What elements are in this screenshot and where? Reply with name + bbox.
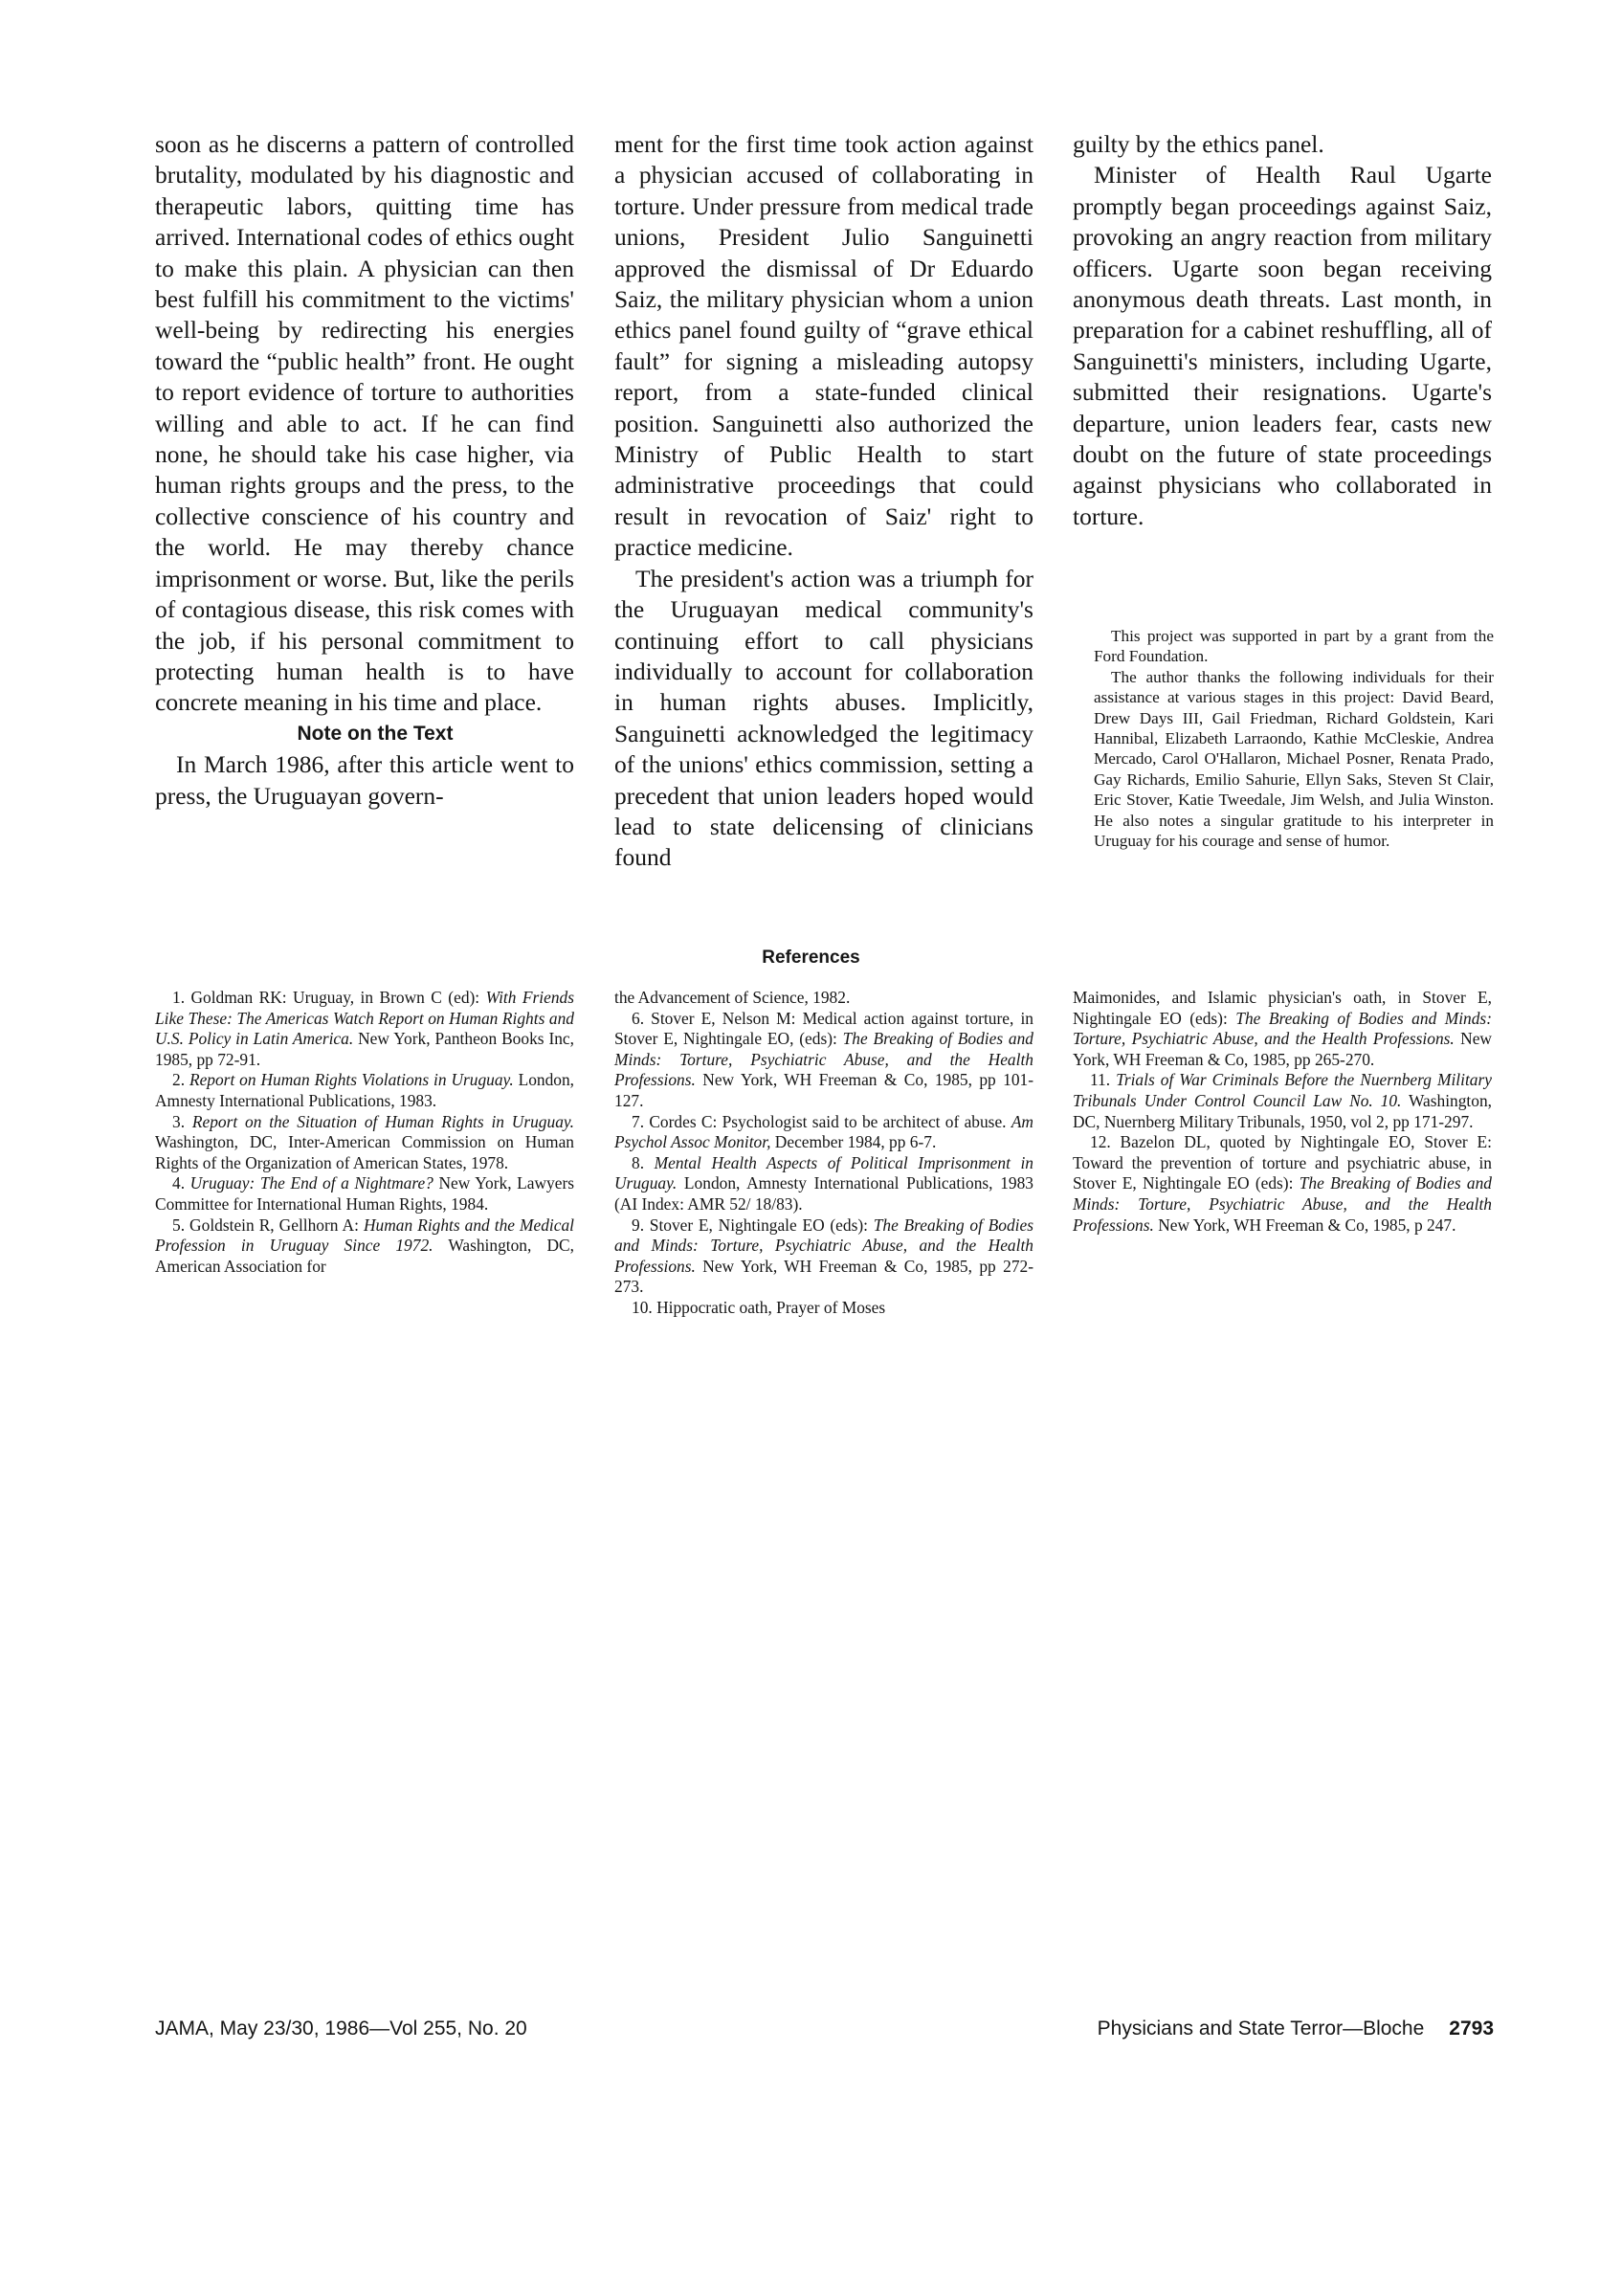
body-paragraph: In March 1986, after this article went to press, the Uruguayan govern-	[155, 750, 574, 810]
reference-item: 8. Mental Health Aspects of Political Imprisonment in Uruguay. London, Amnesty International Publications, 1983 (AI Index: AMR 52/ 18/83).	[614, 1152, 1034, 1214]
references-column-3	[1073, 988, 1492, 1236]
body-paragraph: ment for the first time took action against a physician accused of collaborating in torture. Under pressure from medical trade unions, President Julio Sanguinetti approved the dismissal of Dr Eduardo Saiz, the military physician whom a union ethics panel found guilty of “grave ethical fault” for signing a misleading autopsy report, from a state-funded clinical position. Sanguinetti also authorized the Ministry of Public Health to start administrative proceedings that could result in revocation of Saiz' right to practice medicine.	[614, 130, 1033, 562]
reference-item: 12. Bazelon DL, quoted by Nightingale EO, Stover E: Toward the prevention of torture and psychiatric abuse, in Stover E, Nightingale EO (eds): The Breaking of Bodies and Minds: Torture, Psychiatric Abuse, and the Health Professions. New York, WH Freeman & Co, 1985, p 247.	[1073, 1132, 1492, 1235]
body-column-2	[614, 129, 1033, 874]
references-heading: References	[762, 947, 860, 968]
reference-item-continued: Maimonides, and Islamic physician's oath, in Stover E, Nightingale EO (eds): The Breaking of Bodies and Minds: Torture, Psychiatric Abuse, and the Health Professions. New York, WH Freeman & Co, 1985, pp 265-270.	[1073, 988, 1492, 1069]
reference-item: 1. Goldman RK: Uruguay, in Brown C (ed): With Friends Like These: The Americas Watch Report on Human Rights and U.S. Policy in Latin America. New York, Pantheon Books Inc, 1985, pp 72-91.	[155, 988, 574, 1069]
acknowledgment-paragraph: This project was supported in part by a grant from the Ford Foundation.	[1094, 627, 1494, 666]
body-paragraph: The president's action was a triumph for the Uruguayan medical community's continuing effort to call physicians individually to account for collaboration in human rights abuses. Implicitly, Sanguinetti acknowledged the legitimacy of the unions' ethics commission, setting a precedent that union leaders hoped would lead to state delicensing of clinicians found	[614, 564, 1033, 872]
references-column-2	[614, 988, 1033, 1319]
reference-item: 10. Hippocratic oath, Prayer of Moses	[632, 1297, 886, 1317]
page-number: 2793	[1449, 2017, 1494, 2040]
reference-item: 5. Goldstein R, Gellhorn A: Human Rights and the Medical Profession in Uruguay Since 1972. Washington, DC, American Association for	[155, 1215, 574, 1276]
reference-item: 11. Trials of War Criminals Before the Nuernberg Military Tribunals Under Control Council Law No. 10. Washington, DC, Nuernberg Military Tribunals, 1950, vol 2, pp 171-297.	[1073, 1070, 1493, 1131]
acknowledgment-paragraph: The author thanks the following individuals for their assistance at various stages in this project: David Beard, Drew Days III, Gail Friedman, Richard Goldstein, Kari Hannibal, Elizabeth Larraondo, Kathie McCleskie, Andrea Mercado, Carol O'Hallaron, Michael Posner, Renata Prado, Gay Richards, Emilio Sahurie, Ellyn Saks, Steven St Clair, Eric Stover, Katie Tweedale, Jim Welsh, and Julia Winston. He also notes a singular gratitude to his interpreter in Uruguay for his courage and sense of humor.	[1094, 667, 1494, 851]
reference-item: 4. Uruguay: The End of a Nightmare? New York, Lawyers Committee for International Human Rights, 1984.	[155, 1173, 575, 1214]
reference-item: 6. Stover E, Nelson M: Medical action against torture, in Stover E, Nightingale EO, (eds): The Breaking of Bodies and Minds: Torture, Psychiatric Abuse, and the Health Professions. New York, WH Freeman & Co, 1985, pp 101-127.	[614, 1008, 1033, 1110]
reference-item: 7. Cordes C: Psychologist said to be architect of abuse. Am Psychol Assoc Monitor, December 1984, pp 6-7.	[614, 1111, 1033, 1152]
reference-item: 2. Report on Human Rights Violations in Uruguay. London, Amnesty International Publications, 1983.	[155, 1070, 575, 1110]
acknowledgments	[1094, 626, 1494, 851]
journal-citation: JAMA, May 23/30, 1986—Vol 255, No. 20	[155, 2017, 527, 2040]
body-paragraph: Minister of Health Raul Ugarte promptly began proceedings against Saiz, provoking an angry reaction from military officers. Ugarte soon began receiving anonymous death threats. Last month, in preparation for a cabinet reshuffling, all of Sanguinetti's ministers, including Ugarte, submitted their resignations. Ugarte's departure, union leaders fear, casts new doubt on the future of state proceedings against physicians who collaborated in torture.	[1073, 161, 1492, 530]
body-paragraph: soon as he discerns a pattern of controlled brutality, modulated by his diagnostic and therapeutic labors, quitting time has arrived. International codes of ethics ought to make this plain. A physician can then best fulfill his commitment to the victims' well-being by redirecting his energies toward the “public health” front. He ought to report evidence of torture to authorities willing and able to act. If he can find none, he should take his case higher, via human rights groups and the press, to the collective conscience of his country and the world. He may thereby chance imprisonment or worse. But, like the perils of contagious disease, this risk comes with the job, if his personal commitment to protecting human health is to have concrete meaning in his time and place.	[155, 130, 574, 717]
reference-item: 9. Stover E, Nightingale EO (eds): The Breaking of Bodies and Minds: Torture, Psychiatric Abuse, and the Health Professions. New York, WH Freeman & Co, 1985, pp 272-273.	[614, 1215, 1033, 1297]
body-paragraph: guilty by the ethics panel.	[1073, 130, 1324, 158]
references-column-1	[155, 988, 574, 1277]
running-footer	[1098, 2017, 1494, 2040]
reference-item: 3. Report on the Situation of Human Rights in Uruguay. Washington, DC, Inter-American Commission on Human Rights of the Organization of American States, 1978.	[155, 1111, 574, 1172]
note-heading: Note on the Text	[297, 722, 454, 745]
body-column-1	[155, 129, 574, 812]
body-column-3	[1073, 129, 1492, 532]
reference-item-continued: the Advancement of Science, 1982.	[614, 988, 851, 1007]
running-title: Physicians and State Terror—Bloche	[1097, 2017, 1425, 2040]
